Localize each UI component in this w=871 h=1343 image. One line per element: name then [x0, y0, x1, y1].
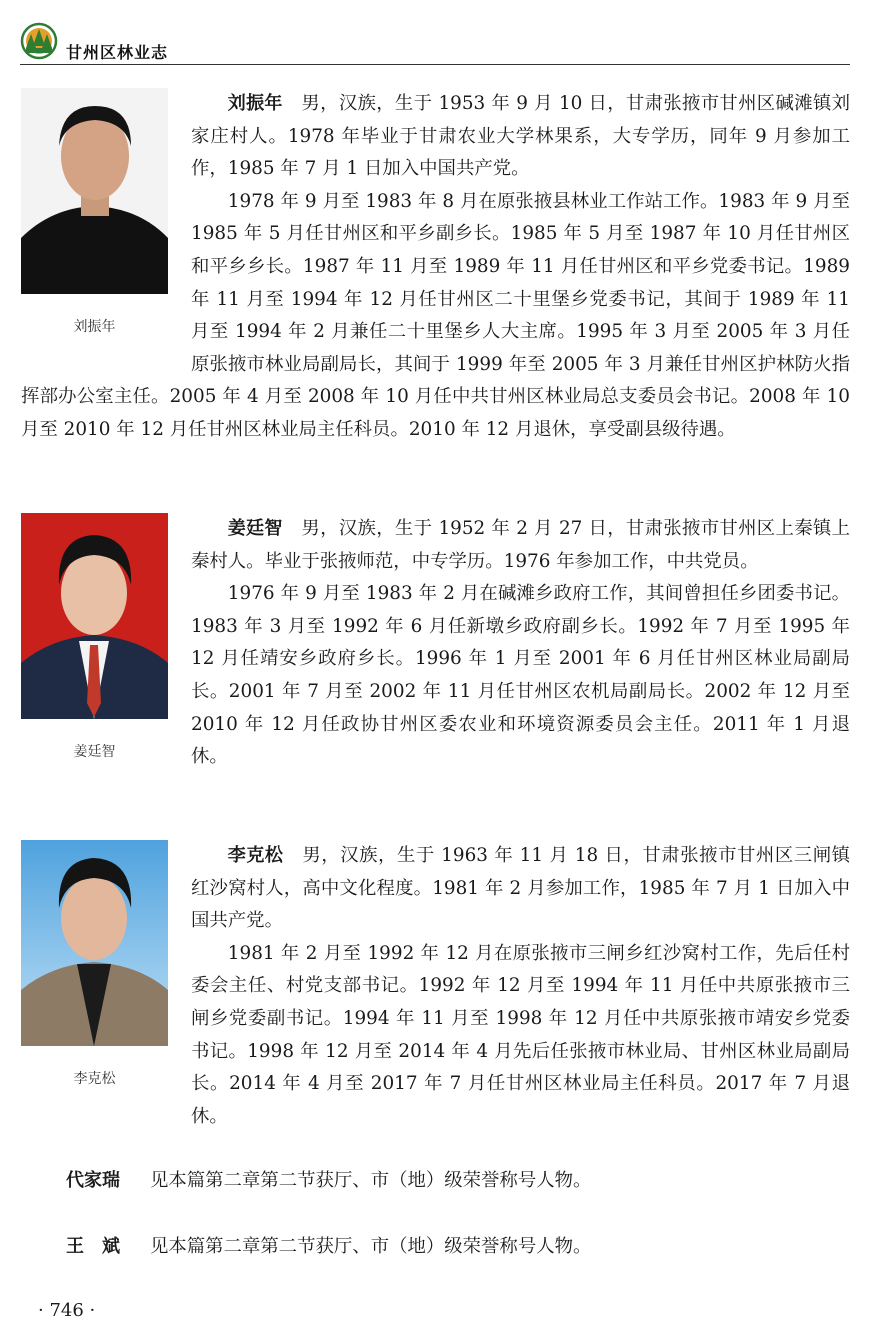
photo-caption: 李克松 — [73, 1071, 116, 1087]
reference-entry — [66, 1232, 591, 1258]
bio-intro: 男，汉族，生于 1952 年 2 月 27 日，甘肃张掖市甘州区上秦镇上秦村人。毕业于张掖师范，中专学历。1976 年参加工作，中共党员。 — [191, 518, 850, 572]
photo-caption: 刘振年 — [73, 319, 116, 335]
person-name: 刘振年 — [227, 93, 283, 114]
bio-entry — [21, 88, 850, 447]
bio-text — [21, 513, 850, 774]
forest-logo-icon — [20, 22, 58, 60]
person-name: 代家瑞 — [66, 1170, 120, 1191]
bio-text — [21, 840, 850, 1133]
bio-intro: 男，汉族，生于 1953 年 9 月 10 日，甘肃张掖市甘州区碱滩镇刘家庄村人。1978 年毕业于甘肃农业大学林果系，大专学历，同年 9 月参加工作，1985 年 7 月 1 日加入中国共产党。 — [191, 93, 850, 180]
bio-entry — [21, 840, 850, 1133]
running-header — [20, 22, 850, 65]
page-number: · 746 · — [38, 1300, 96, 1321]
bio-text — [21, 88, 850, 447]
photo-caption: 姜廷智 — [73, 744, 116, 760]
reference-text: 见本篇第二章第二节获厅、市（地）级荣誉称号人物。 — [150, 1236, 592, 1257]
book-title: 甘州区林业志 — [66, 43, 169, 62]
bio-career: 1978 年 9 月至 1983 年 8 月在原张掖县林业工作站工作。1983 年 9 月至 1985 年 5 月任甘州区和平乡副乡长。1985 年 5 月至 1987 年 10 月任甘州区和平乡乡长。1987 年 11 月至 1989 年 11 月任甘州区和平乡党委书记。1989 年 11 月至 1994 年 12 月任甘州区二十里堡乡党委书记，其间于 1989 年 11 月至 1994 年 2 月兼任二十里堡乡人大主席。1995 年 3 月至 2005 年 3 月任原张掖市林业局副局长，其间于 1999 年至 2005 年 3 月兼任甘州区护林防火指挥部办公室主任。2005 年 4 月至 2008 年 10 月任中共甘州区林业局总支委员会书记。2008 年 10 月至 2010 年 12 月任甘州区林业局主任科员。2010 年 12 月退休，享受副县级待遇。 — [21, 190, 850, 440]
person-name: 李克松 — [227, 845, 284, 866]
person-name: 王 斌 — [66, 1236, 120, 1257]
bio-intro: 男，汉族，生于 1963 年 11 月 18 日，甘肃张掖市甘州区三闸镇红沙窝村人，高中文化程度。1981 年 2 月参加工作，1985 年 7 月 1 日加入中国共产党。 — [191, 845, 851, 932]
reference-entry — [66, 1166, 591, 1192]
bio-career: 1976 年 9 月至 1983 年 2 月在碱滩乡政府工作，其间曾担任乡团委书记。1983 年 3 月至 1992 年 6 月任新墩乡政府副乡长。1992 年 7 月至 1995 年 12 月任靖安乡政府乡长。1996 年 1 月至 2001 年 6 月任甘州区林业局副局长。2001 年 7 月至 2002 年 11 月任甘州区农机局副局长。2002 年 12 月至 2010 年 12 月任政协甘州区委农业和环境资源委员会主任。2011 年 1 月退休。 — [191, 583, 850, 768]
reference-text: 见本篇第二章第二节获厅、市（地）级荣誉称号人物。 — [150, 1170, 592, 1191]
bio-entry — [21, 513, 850, 781]
person-name: 姜廷智 — [227, 518, 283, 539]
bio-career: 1981 年 2 月至 1992 年 12 月在原张掖市三闸乡红沙窝村工作，先后任村委会主任、村党支部书记。1992 年 12 月至 1994 年 11 月任中共原张掖市三闸乡党委副书记。1994 年 11 月至 1998 年 12 月任中共原张掖市靖安乡党委书记。1998 年 12 月至 2014 年 4 月先后任张掖市林业局、甘州区林业局副局长。2014 年 4 月至 2017 年 7 月任甘州区林业局主任科员。2017 年 7 月退休。 — [191, 942, 850, 1127]
